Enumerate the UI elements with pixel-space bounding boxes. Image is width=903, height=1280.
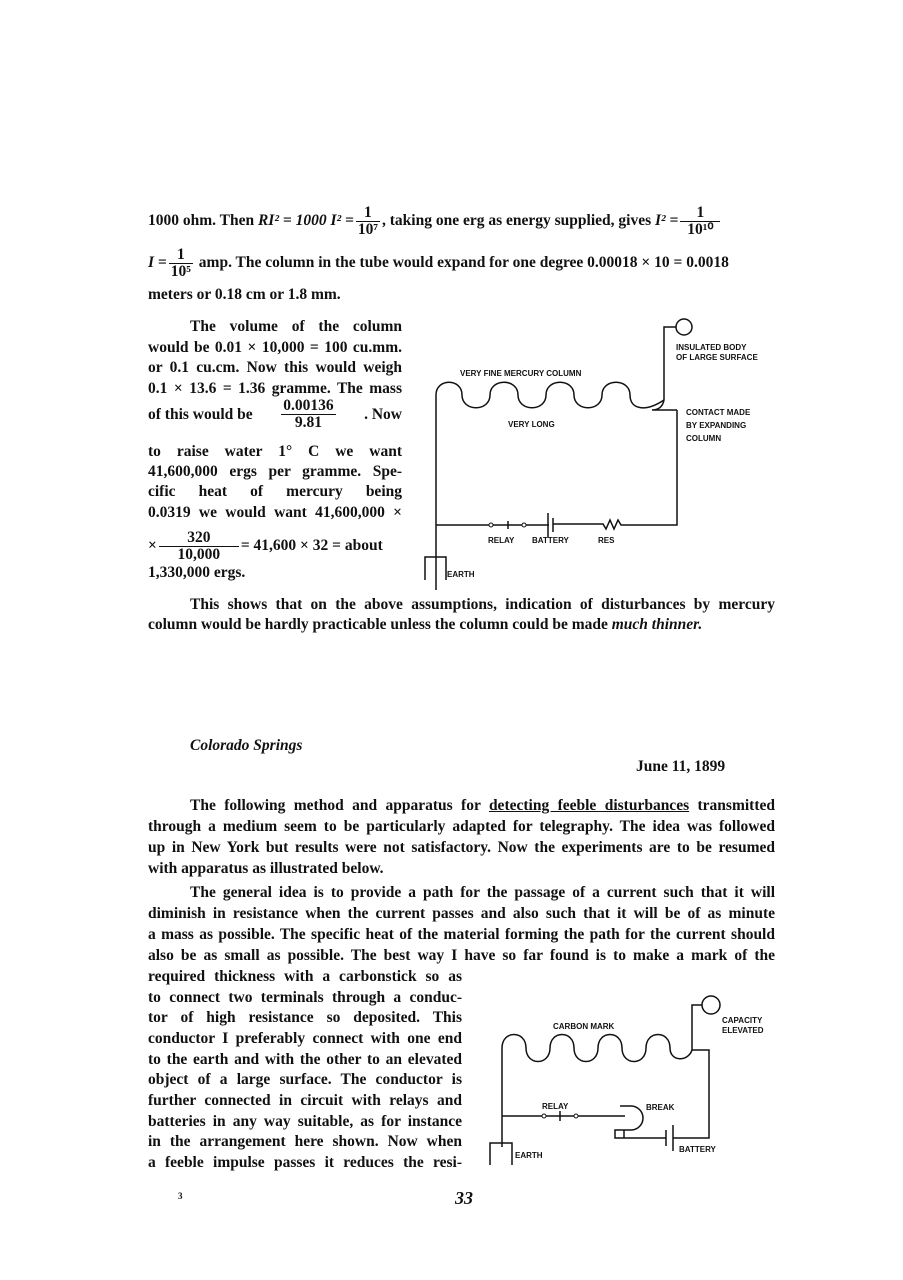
- text: of this would be: [148, 405, 253, 423]
- text: amp. The column in the tube would expand for one degree 0.00018 × 10 = 0.0018: [194, 254, 729, 272]
- text: ×: [148, 537, 157, 555]
- label: COLUMN: [686, 434, 722, 443]
- text-line: required thickness with a carbonstick so as: [148, 968, 462, 985]
- underlined-text: detecting feeble disturbances: [488, 797, 690, 814]
- text-line: 41,600,000 ergs per gramme. Spe-: [148, 463, 402, 480]
- text-line: 0.0319 we would want 41,600,000 ×: [148, 504, 402, 521]
- text-line: through a medium seem to be particularly adapted for telegraphy. The idea was followed: [148, 818, 775, 835]
- equation: RI² = 1000 I² =: [257, 212, 354, 230]
- label: BREAK: [646, 1103, 675, 1112]
- text: , taking one erg as energy supplied, gives: [382, 212, 655, 230]
- label: INSULATED BODY: [676, 343, 747, 352]
- text-line: to connect two terminals through a conduc-: [148, 989, 462, 1006]
- text-line: This shows that on the above assumptions, indication of disturbances by mercury: [190, 596, 775, 613]
- numerator: 1: [356, 205, 380, 222]
- insulated-body-icon: [676, 319, 692, 335]
- label: BY EXPANDING: [686, 421, 747, 430]
- emphasis: much thinner.: [611, 616, 703, 633]
- label: CONTACT MADE: [686, 408, 751, 417]
- label: VERY FINE MERCURY COLUMN: [460, 369, 582, 378]
- text-line: or 0.1 cu.cm. Now this would weigh: [148, 359, 402, 376]
- denominator: 10⁷: [357, 221, 378, 238]
- denominator: 10⁵: [170, 263, 191, 280]
- page-number: 33: [455, 1188, 473, 1208]
- text-line: tor of high resistance so deposited. This: [148, 1009, 462, 1026]
- wire: [673, 1005, 709, 1138]
- text-line: The general idea is to provide a path for the passage of a current such that it will: [190, 884, 775, 901]
- label: VERY LONG: [508, 420, 555, 429]
- text-line: conductor I preferably connect with one end: [148, 1030, 462, 1047]
- text: 1000 ohm. Then: [148, 212, 258, 230]
- label: EARTH: [447, 570, 475, 579]
- text: transmitted: [689, 797, 775, 814]
- text-line: meters or 0.18 cm or 1.8 mm.: [148, 286, 341, 303]
- denominator: 9.81: [294, 414, 322, 431]
- text-line: cific heat of mercury being: [148, 483, 402, 500]
- label: CARBON MARK: [553, 1022, 615, 1031]
- label: ELEVATED: [722, 1026, 764, 1035]
- text-line: [148, 615, 702, 635]
- place-heading: Colorado Springs: [190, 737, 303, 754]
- text-line: a feeble impulse passes it reduces the resi-: [148, 1154, 462, 1171]
- label: CAPACITY: [722, 1016, 763, 1025]
- signature-mark: 3: [178, 1191, 183, 1201]
- denominator: 10¹⁰: [687, 221, 714, 238]
- wire: [652, 327, 677, 410]
- text-line: batteries in any way suitable, as for instance: [148, 1113, 462, 1130]
- text-line: to the earth and with the other to an elevated: [148, 1051, 462, 1068]
- text: = 41,600 × 32 = about: [240, 537, 383, 555]
- text-line: would be 0.01 × 10,000 = 100 cu.mm.: [148, 339, 402, 356]
- text-line: 0.1 × 13.6 = 1.36 gramme. The mass: [148, 380, 402, 397]
- label: RELAY: [488, 536, 515, 545]
- numerator: 1: [680, 205, 720, 222]
- text: column would be hardly practicable unless the column could be made: [148, 616, 612, 633]
- equation: I =: [148, 254, 167, 272]
- denominator: 10,000: [177, 546, 221, 563]
- text: The following method and apparatus for: [190, 797, 489, 814]
- bottom-wire: [436, 410, 677, 529]
- text-line: to raise water 1° C we want: [148, 443, 402, 460]
- text-line: also be as small as possible. The best way I have so far found is to make a mark of the: [148, 947, 775, 964]
- date-heading: June 11, 1899: [636, 758, 726, 775]
- text-line: in the arrangement here shown. Now when: [148, 1133, 462, 1150]
- equation: I² =: [654, 212, 679, 230]
- numerator: 1: [169, 247, 193, 264]
- text-line: 1,330,000 ergs.: [148, 564, 246, 581]
- label: EARTH: [515, 1151, 543, 1160]
- text-line: further connected in circuit with relays and: [148, 1092, 462, 1109]
- text-line: a mass as possible. The specific heat of the material forming the path for the current should: [148, 926, 775, 943]
- text-line: object of a large surface. The conductor is: [148, 1071, 462, 1088]
- label: RELAY: [542, 1102, 569, 1111]
- label: OF LARGE SURFACE: [676, 353, 758, 362]
- earth-icon: [490, 1143, 512, 1165]
- capacity-icon: [702, 996, 720, 1014]
- text-line: [190, 796, 775, 816]
- mercury-column: [436, 382, 664, 590]
- numerator: 320: [159, 530, 239, 547]
- label: RES: [598, 536, 615, 545]
- text-line: The volume of the column: [190, 318, 402, 335]
- text-line: up in New York but results were not satisfactory. Now the experiments are to be resumed: [148, 839, 775, 856]
- text-line: with apparatus as illustrated below.: [148, 860, 384, 877]
- text: . Now: [364, 405, 402, 423]
- label: BATTERY: [532, 536, 569, 545]
- carbon-mark: [502, 1035, 692, 1148]
- numerator: 0.00136: [283, 397, 334, 414]
- text-line: diminish in resistance when the current passes and also such that it will be of as minute: [148, 905, 775, 922]
- label: BATTERY: [679, 1145, 716, 1154]
